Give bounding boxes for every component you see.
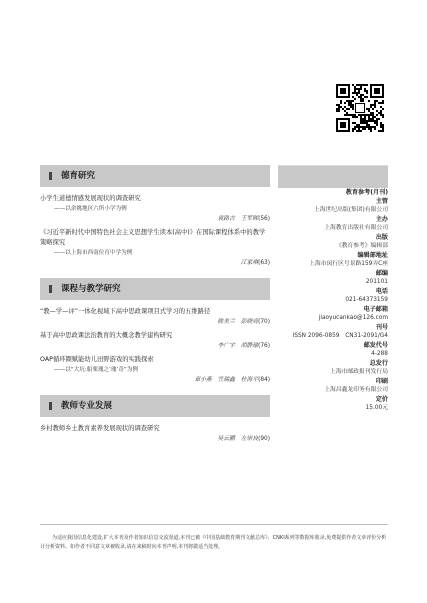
section-title: 教师专业发展 — [61, 401, 113, 411]
article-subtitle: ——以上海市西南位育中学为例 — [54, 250, 133, 256]
info-label: 刊号 — [375, 324, 388, 331]
section-marker-icon — [49, 285, 52, 293]
info-label: 教育参考(月刊) — [345, 189, 388, 196]
article-authors-row — [40, 317, 270, 327]
article-page: (84) — [258, 377, 270, 383]
info-list — [278, 188, 388, 413]
info-value: 15.00元 — [365, 405, 388, 411]
info-value: 上海市邮政报刊发行局 — [330, 369, 388, 375]
info-value: 上海市闵行区号景路159弄C座 — [309, 261, 388, 267]
info-item — [278, 269, 388, 287]
article-authors-row — [40, 434, 270, 444]
article-title[interactable]: 乡村教师乡土教育素养发展现状的调查研究 — [40, 425, 160, 432]
info-value: 上海昌鑫龙印务有限公司 — [324, 387, 388, 393]
section-marker-icon — [49, 172, 52, 180]
info-item — [278, 359, 388, 377]
info-label: 印刷 — [375, 378, 388, 385]
section-title: 德育研究 — [61, 171, 96, 181]
info-label: 电子邮箱 — [363, 306, 388, 313]
article-title[interactable]: OAP循环圈赋能幼儿田野游戏的实践探索 — [40, 356, 154, 363]
article-authors: 章小燕 笠瑞鑫 杜海平 — [194, 377, 259, 383]
info-item — [278, 197, 388, 215]
article-title[interactable]: “教—学—评”一体化视域下高中思政课项目式学习的五维路径 — [40, 308, 211, 315]
article-page: (70) — [258, 319, 270, 325]
info-label: 电话 — [375, 288, 388, 295]
article-authors-row — [40, 341, 270, 351]
info-item — [278, 305, 388, 323]
qr-code — [336, 84, 384, 132]
info-label: 出版 — [375, 234, 388, 241]
article-title[interactable]: 基于高中思政课法治教育的大概念教学建构研究 — [40, 332, 173, 339]
article-authors: 李广宇 胡静瑜 — [217, 343, 259, 349]
info-item — [278, 377, 388, 395]
article-authors: 陈美兰 彭晓亮 — [217, 319, 259, 325]
table-of-contents — [40, 165, 270, 454]
info-header-bar — [278, 166, 388, 188]
article-entry[interactable] — [40, 228, 270, 268]
info-value: 上海教育出版社有限公司 — [324, 225, 388, 231]
article-authors-row — [40, 214, 270, 224]
footer-notice — [40, 524, 388, 552]
section-title: 课程与教学研究 — [61, 284, 121, 294]
info-item — [278, 188, 388, 197]
section-marker-icon — [49, 402, 52, 410]
article-entry[interactable] — [40, 355, 270, 385]
article-authors: 江家琪 — [240, 260, 259, 266]
info-value: 201101 — [365, 279, 388, 285]
info-label: 编辑部地址 — [357, 252, 388, 259]
info-item — [278, 395, 388, 413]
info-item — [278, 251, 388, 269]
info-label: 定价 — [375, 396, 388, 403]
article-title[interactable]: 小学生道德情感发展现状的调查研究 — [40, 195, 141, 202]
info-label: 主管 — [375, 198, 388, 205]
article-page: (63) — [258, 260, 270, 266]
info-item — [278, 233, 388, 251]
info-label: 总发行 — [369, 360, 388, 367]
info-item — [278, 341, 388, 359]
article-entry[interactable] — [40, 424, 270, 444]
info-value: 021-64373159 — [345, 297, 388, 303]
section-header — [40, 395, 270, 417]
article-title[interactable]: 《习近平新时代中国特色社会主义思想学生读本(高中)》在国际课程体系中的教学策略探究 — [40, 229, 266, 246]
info-item — [278, 215, 388, 233]
article-subtitle: ——以“大坑:船栗瑰之‘瑰’奇”为例 — [54, 367, 138, 373]
article-page: (76) — [258, 343, 270, 349]
article-entry[interactable] — [40, 194, 270, 224]
article-page: (90) — [258, 436, 270, 442]
info-value: 4-288 — [371, 351, 388, 357]
info-label: 主办 — [375, 216, 388, 223]
footer-text: 为适应我国信息化建设,扩大本刊及作者知识信息交流渠道,本刊已被《中国基础教育期刊文献总库》、CNKI系列等数据库收录,免费提供作者文章评价分析计分析资料。如作者不同意文章被收录,请在来稿时向本刊声明,本刊将做适当处理。 — [40, 535, 387, 550]
section-header — [40, 278, 270, 300]
article-entry[interactable] — [40, 307, 270, 327]
article-authors: 吴云鹏 左崇良 — [217, 436, 259, 442]
info-value: jiaoyucankao@126.com — [318, 315, 388, 321]
info-label: 邮编 — [375, 270, 388, 277]
article-authors: 袁路吉 王军晖 — [217, 216, 259, 222]
article-page: (56) — [258, 216, 270, 222]
section-header — [40, 165, 270, 187]
info-item — [278, 323, 388, 341]
info-value: 《教育参考》编辑部 — [335, 243, 388, 249]
info-value: ISSN 2096-0859 CN31-2091/G4 — [292, 333, 388, 339]
article-entry[interactable] — [40, 331, 270, 351]
info-label: 邮发代号 — [363, 342, 388, 349]
publication-info — [278, 165, 388, 413]
info-value: 上海世纪出版(集团)有限公司 — [313, 207, 388, 213]
info-item — [278, 287, 388, 305]
article-subtitle: ——以余姚地区六所小学为例 — [54, 206, 127, 212]
article-authors-row — [40, 258, 270, 268]
article-authors-row — [40, 375, 270, 385]
